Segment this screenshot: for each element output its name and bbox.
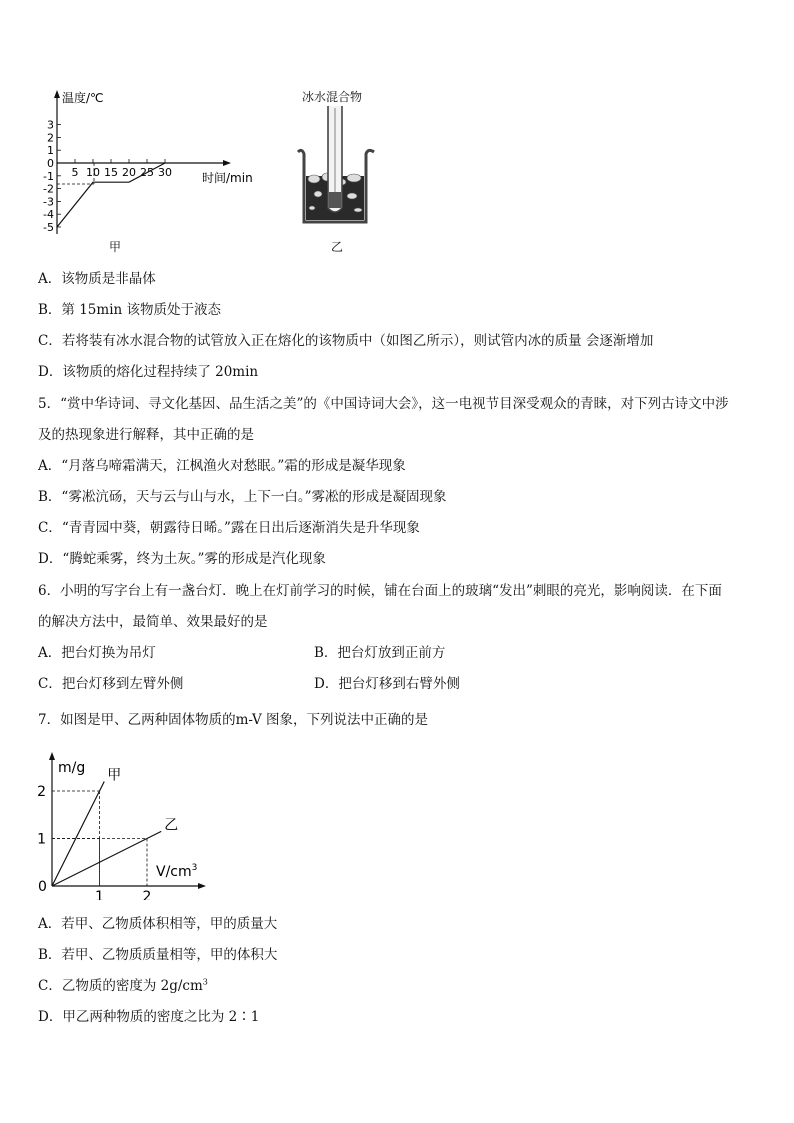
y-tick-label: -5: [43, 221, 54, 234]
mv-xlabel-sup: 3: [191, 863, 198, 873]
mv-y-arrow-icon: [49, 752, 55, 760]
y-ticks: [43, 119, 61, 234]
tube-mixture: [329, 192, 341, 208]
q5-option-b: B．“雾凇沆砀，天与云与山与水，上下一白。”雾凇的形成是凝固现象: [38, 489, 447, 505]
mv-y-tick-label: 2: [37, 784, 46, 800]
y-tick-label: -2: [43, 182, 54, 196]
q7-option-c-sup: 3: [202, 977, 208, 987]
mv-y-tick-label: 1: [37, 831, 46, 848]
mv-xlabel: [156, 863, 197, 880]
mv-origin: 0: [38, 879, 47, 895]
q7-option-b: B．若甲、乙物质质量相等，甲的体积大: [38, 947, 278, 963]
figure-jia-caption: 甲: [109, 240, 122, 254]
x-arrow-icon: [223, 160, 231, 166]
q6-option-d: D．把台灯移到右臂外侧: [314, 676, 460, 692]
figure-yi-beaker: [294, 104, 384, 230]
x-tick-label: 25: [140, 166, 154, 179]
mv-ylabel: m/g: [58, 760, 86, 776]
figure-yi-caption: 乙: [331, 240, 344, 254]
y-tick-label: -3: [43, 195, 54, 209]
y-tick-label: 0: [47, 157, 54, 170]
q5-option-d: D．“腾蛇乘雾，终为土灰。”雾的形成是汽化现象: [38, 551, 326, 567]
q6-option-a: A．把台灯换为吊灯: [38, 645, 156, 661]
q5-option-c: C．“青青园中葵，朝露待日晞。”露在日出后逐渐消失是升华现象: [38, 520, 420, 536]
q6-option-c: C．把台灯移到左臂外侧: [38, 676, 184, 692]
y-tick-label: -4: [43, 208, 54, 222]
mv-chart: [32, 748, 212, 900]
x-axis-label: 时间/min: [202, 171, 253, 185]
q4-option-c: C．若将装有冰水混合物的试管放入正在熔化的该物质中（如图乙所示），则试管内冰的质量 会逐渐增加: [38, 333, 654, 349]
q5-stem-line1: 5．“赏中华诗词、寻文化基因、品生活之美”的《中国诗词大会》，这一电视节目深受观众的青睐，对下列古诗文中涉: [38, 396, 729, 412]
q7-stem: 7．如图是甲、乙两种固体物质的m-V 图象，下列说法中正确的是: [38, 712, 429, 728]
y-axis-label: 温度/℃: [62, 91, 104, 105]
q4-option-d: D．该物质的熔化过程持续了 20min: [38, 364, 259, 380]
mv-marks: [37, 768, 178, 901]
y-tick-label: -1: [43, 169, 54, 183]
q5-option-a: A．“月落乌啼霜满天，江枫渔火对愁眠。”霜的形成是凝华现象: [38, 458, 406, 474]
x-tick-label: 15: [104, 166, 118, 179]
x-tick-label: 5: [71, 166, 79, 179]
y-tick-label: 3: [47, 118, 54, 132]
q7-option-a: A．若甲、乙物质体积相等，甲的质量大: [38, 916, 278, 932]
q6-stem-line2: 的解决方法中，最简单、效果最好的是: [38, 614, 268, 630]
mv-x-tick-label: 1: [95, 889, 104, 900]
q6-option-b: B．把台灯放到正前方: [314, 645, 446, 661]
y-arrow-icon: [54, 90, 60, 98]
q5-stem-line2: 及的热现象进行解释，其中正确的是: [38, 427, 254, 443]
mv-x-arrow-icon: [198, 883, 206, 889]
y-tick-label: 2: [47, 131, 54, 145]
mv-series-label: 甲: [107, 767, 122, 784]
x-ticks: [72, 159, 173, 179]
figure-yi-label: 冰水混合物: [302, 90, 363, 104]
mv-series-label: 乙: [164, 817, 179, 834]
mv-series-line: [52, 782, 104, 887]
q4-option-b: B．第 15min 该物质处于液态: [38, 302, 221, 318]
figure-jia-graph: [32, 86, 262, 236]
x-tick-label: 30: [158, 166, 172, 179]
q7-option-c: [38, 977, 208, 995]
x-tick-label: 10: [86, 166, 100, 179]
q6-stem-line1: 6．小明的写字台上有一盏台灯．晚上在灯前学习的时候，铺在台面上的玻璃“发出”刺眼的亮光，影响阅读．在下面: [38, 583, 722, 599]
mv-x-tick-label: 2: [142, 889, 152, 900]
mv-series-line: [52, 831, 161, 886]
x-tick-label: 20: [122, 166, 136, 179]
q7-option-d: D．甲乙两种物质的密度之比为 2∶1: [38, 1009, 260, 1025]
q4-option-a: A．该物质是非晶体: [38, 271, 156, 287]
y-tick-label: 1: [47, 144, 54, 158]
q7-option-c-text: C．乙物质的密度为 2g/cm: [38, 978, 203, 994]
mv-xlabel-text: V/cm: [156, 864, 192, 880]
